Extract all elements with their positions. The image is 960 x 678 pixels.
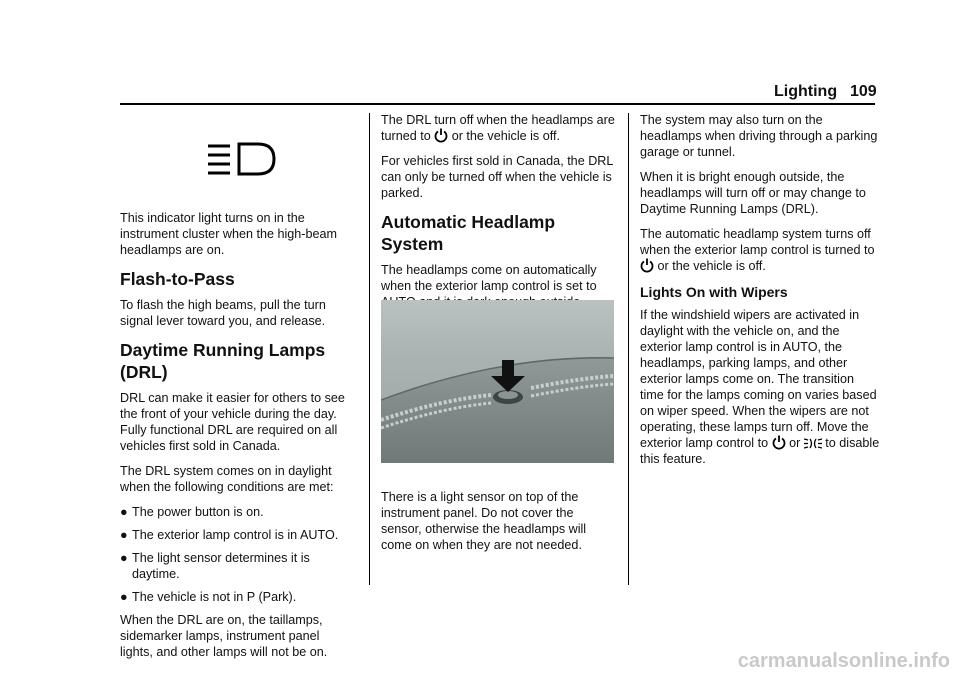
wipers-text: If the windshield wipers are activated in daylight with the vehicle on, and the exterior lamp control is in AUTO, the headlamps, parking lamps, and other exterior lamps come on. The transition time for the lamps coming on varies based on wiper speed. When the wipers are not operating, these lamps turn off. Move the exterior lamp control to (640, 308, 877, 450)
list-item (120, 550, 355, 582)
wipers-paragraph (640, 307, 880, 467)
column-2 (381, 112, 616, 319)
bullet: ● (120, 528, 128, 542)
light-sensor-photo (381, 300, 614, 463)
wipers-heading: Lights On with Wipers (640, 284, 788, 300)
power-icon (434, 128, 448, 143)
flash-to-pass-text: To flash the high beams, pull the turn signal lever toward you, and release. (120, 298, 326, 328)
list-item (120, 589, 355, 605)
drl-heading: Daytime Running Lamps (DRL) (120, 340, 326, 382)
drl-off-text-b: or the vehicle is off. (451, 129, 560, 143)
list-item (120, 527, 355, 543)
bright-paragraph: When it is bright enough outside, the headlamps will turn off or may change to Daytime Running Lamps (DRL). (640, 170, 866, 216)
list-item-text: The power button is on. (132, 505, 264, 519)
column-2-lower (381, 489, 616, 562)
page-number: 109 (850, 83, 877, 100)
drl-paragraph-1: DRL can make it easier for others to see the front of your vehicle during the day. Fully functional DRL are required on all vehicles first sold in Canada. (120, 391, 345, 453)
column-1 (120, 210, 355, 669)
list-item (120, 504, 355, 520)
auto-off-paragraph (640, 226, 880, 274)
drl-off-text-a: The DRL turn off when the headlamps are turned to (381, 113, 615, 143)
power-icon (640, 258, 654, 273)
header-rule (120, 103, 875, 105)
watermark: carmanualsonline.info (737, 650, 950, 672)
auto-headlamp-text: The headlamps come on automatically when the exterior lamp control is set to (381, 263, 597, 293)
drl-off-paragraph (381, 112, 616, 144)
drl-paragraph-3: When the DRL are on, the taillamps, sidemarker lamps, instrument panel lights, and other lamps will not be on. (120, 613, 328, 659)
bullet: ● (120, 505, 128, 519)
wipers-or: or (789, 436, 801, 450)
auto-off-text-a: The automatic headlamp system turns off when the exterior lamp control is turned to (640, 227, 875, 257)
auto-headlamp-heading: Automatic Headlamp System (381, 212, 556, 254)
bullet: ● (120, 590, 128, 604)
wipers-end: to disable this feature. (640, 436, 880, 466)
garage-paragraph: The system may also turn on the headlamps when driving through a parking garage or tunnel. (640, 113, 878, 159)
bullet: ● (120, 551, 128, 565)
power-icon (772, 435, 786, 450)
column-divider-1 (369, 113, 370, 585)
list-item-text: The exterior lamp control is in AUTO. (132, 528, 339, 542)
column-3 (640, 112, 880, 476)
list-item-text: The vehicle is not in P (Park). (132, 590, 297, 604)
column-divider-2 (628, 113, 629, 585)
list-item-text: The light sensor determines it is daytime. (132, 551, 310, 581)
flash-to-pass-heading: Flash-to-Pass (120, 269, 235, 289)
section-title: Lighting (774, 83, 838, 100)
light-sensor-text: There is a light sensor on top of the instrument panel. Do not cover the sensor, otherwise the headlamps will come on when they are not needed. (381, 490, 587, 552)
high-beam-indicator-icon (206, 140, 278, 178)
canada-paragraph: For vehicles first sold in Canada, the DRL can only be turned off when the vehicle is parked. (381, 154, 613, 200)
drl-paragraph-2: The DRL system comes on in daylight when the following conditions are met: (120, 464, 334, 494)
parking-lamps-icon (804, 437, 822, 450)
high-beam-description: This indicator light turns on in the instrument cluster when the high-beam headlamps are on. (120, 211, 338, 257)
auto-off-text-b: or the vehicle is off. (657, 259, 766, 273)
down-arrow-icon (502, 360, 514, 378)
drl-conditions-list (120, 504, 355, 605)
